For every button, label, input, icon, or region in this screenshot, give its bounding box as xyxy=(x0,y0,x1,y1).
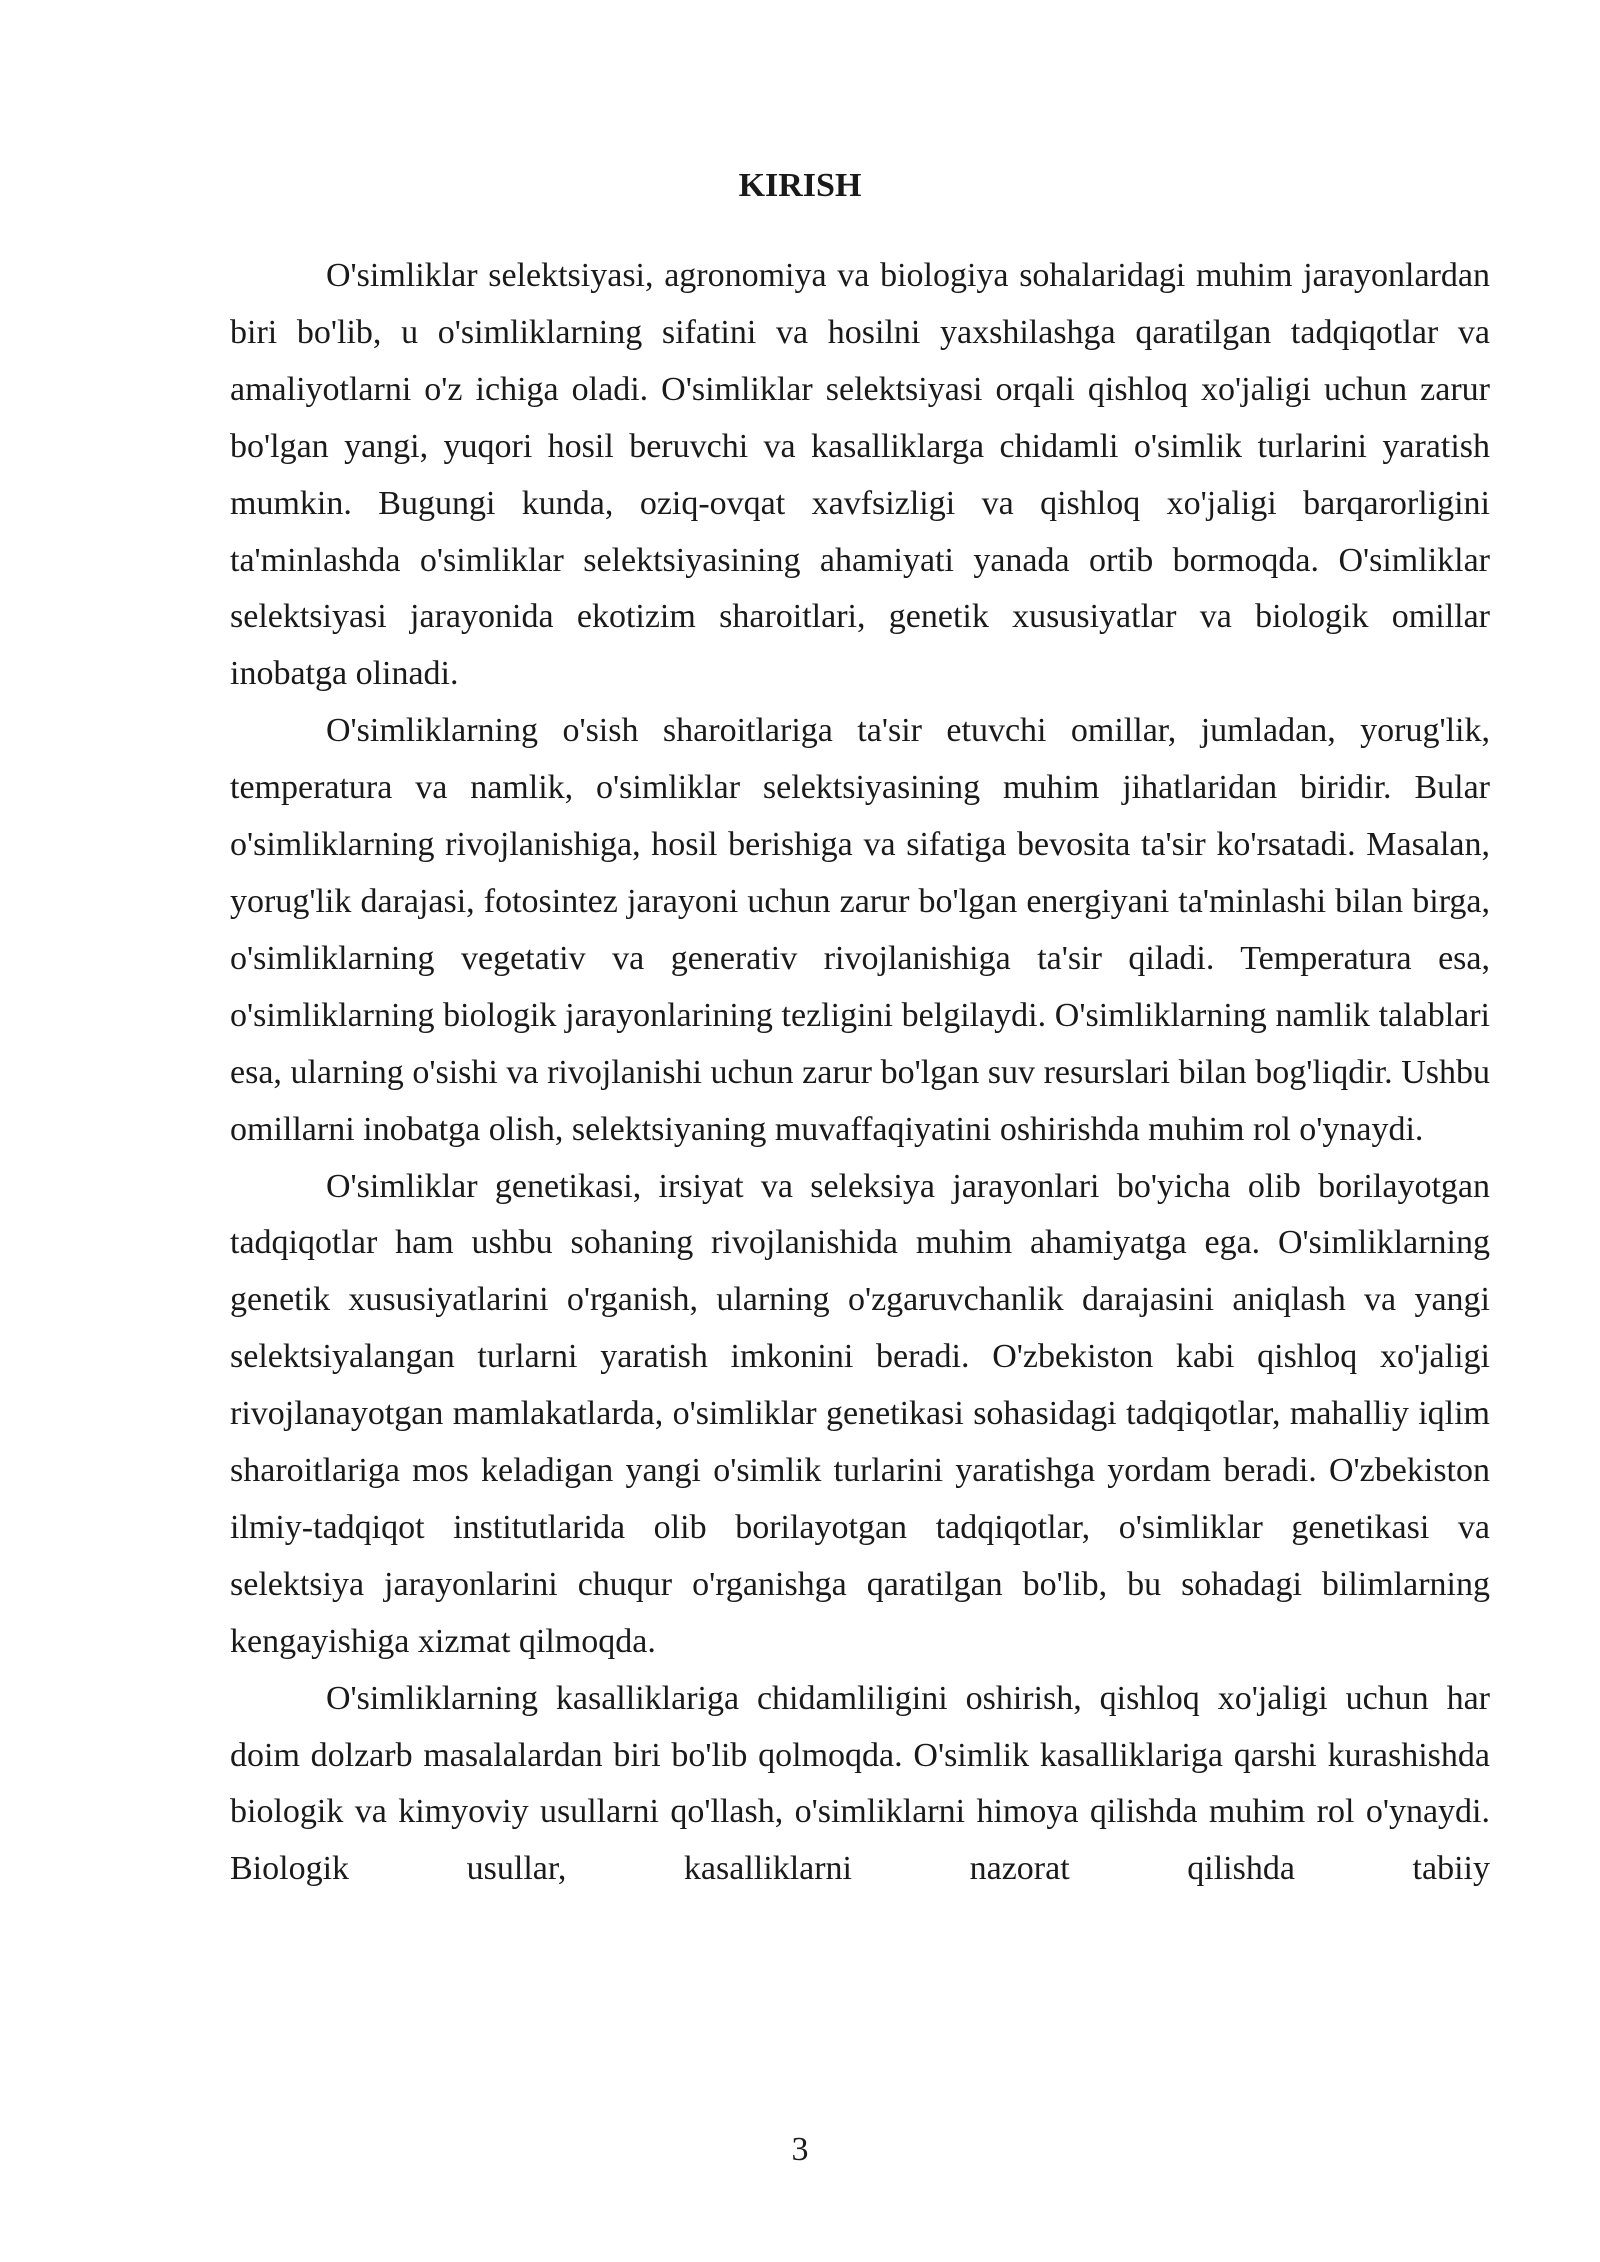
paragraph-1: O'simliklar selektsiyasi, agronomiya va biologiya sohalaridagi muhim jarayonlardan biri bo'lib, u o'simliklarning sifatini va hosilni yaxshilashga qaratilgan tadqiqotlar va amaliyotlarni o'z ichiga oladi. O'simliklar selektsiyasi orqali qishloq xo'jaligi uchun zarur bo'lgan yangi, yuqori hosil beruvchi va kasalliklarga chidamli o'simlik turlarini yaratish mumkin. Bugungi kunda, oziq-ovqat xavfsizligi va qishloq xo'jaligi barqarorligini ta'minlashda o'simliklar selektsiyasining ahamiyati yanada ortib bormoqda. O'simliklar selektsiyasi jarayonida ekotizim sharoitlari, genetik xususiyatlar va biologik omillar inobatga olinadi. xyxy=(230,257,1490,693)
paragraph-4: O'simliklarning kasalliklariga chidamliligini oshirish, qishloq xo'jaligi uchun har doim dolzarb masalalardan biri bo'lib qolmoqda. O'simlik kasalliklariga qarshi kurashishda biologik va kimyoviy usullarni qo'llash, o'simliklarni himoya qilishda muhim rol o'ynaydi. Biologik usullar, kasalliklarni nazorat qilishda tabiiy xyxy=(230,1679,1490,1888)
paragraph-2: O'simliklarning o'sish sharoitlariga ta'sir etuvchi omillar, jumladan, yorug'lik, temperatura va namlik, o'simliklar selektsiyasining muhim jihatlaridan biridir. Bular o'simliklarning rivojlanishiga, hosil berishiga va sifatiga bevosita ta'sir ko'rsatadi. Masalan, yorug'lik darajasi, fotosintez jarayoni uchun zarur bo'lgan energiyani ta'minlashi bilan birga, o'simliklarning vegetativ va generativ rivojlanishiga ta'sir qiladi. Temperatura esa, o'simliklarning biologik jarayonlarining tezligini belgilaydi. O'simliklarning namlik talablari esa, ularning o'sishi va rivojlanishi uchun zarur bo'lgan suv resurslari bilan bog'liqdir. Ushbu omillarni inobatga olish, selektsiyaning muvaffaqiyatini oshirishda muhim rol o'ynaydi. xyxy=(230,712,1490,1148)
paragraph-3: O'simliklar genetikasi, irsiyat va seleksiya jarayonlari bo'yicha olib borilayotgan tadqiqotlar ham ushbu sohaning rivojlanishida muhim ahamiyatga ega. O'simliklarning genetik xususiyatlarini o'rganish, ularning o'zgaruvchanlik darajasini aniqlash va yangi selektsiyalangan turlarni yaratish imkonini beradi. O'zbekiston kabi qishloq xo'jaligi rivojlanayotgan mamlakatlarda, o'simliklar genetikasi sohasidagi tadqiqotlar, mahalliy iqlim sharoitlariga mos keladigan yangi o'simlik turlarini yaratishga yordam beradi. O'zbekiston ilmiy-tadqiqot institutlarida olib borilayotgan tadqiqotlar, o'simliklar genetikasi va selektsiya jarayonlarini chuqur o'rganishga qaratilgan bo'lib, bu sohadagi bilimlarning kengayishiga xizmat qilmoqda. xyxy=(230,1167,1490,1660)
page-title: KIRISH xyxy=(738,167,862,204)
page-number: 3 xyxy=(791,2131,809,2168)
body-text xyxy=(230,248,1490,1898)
